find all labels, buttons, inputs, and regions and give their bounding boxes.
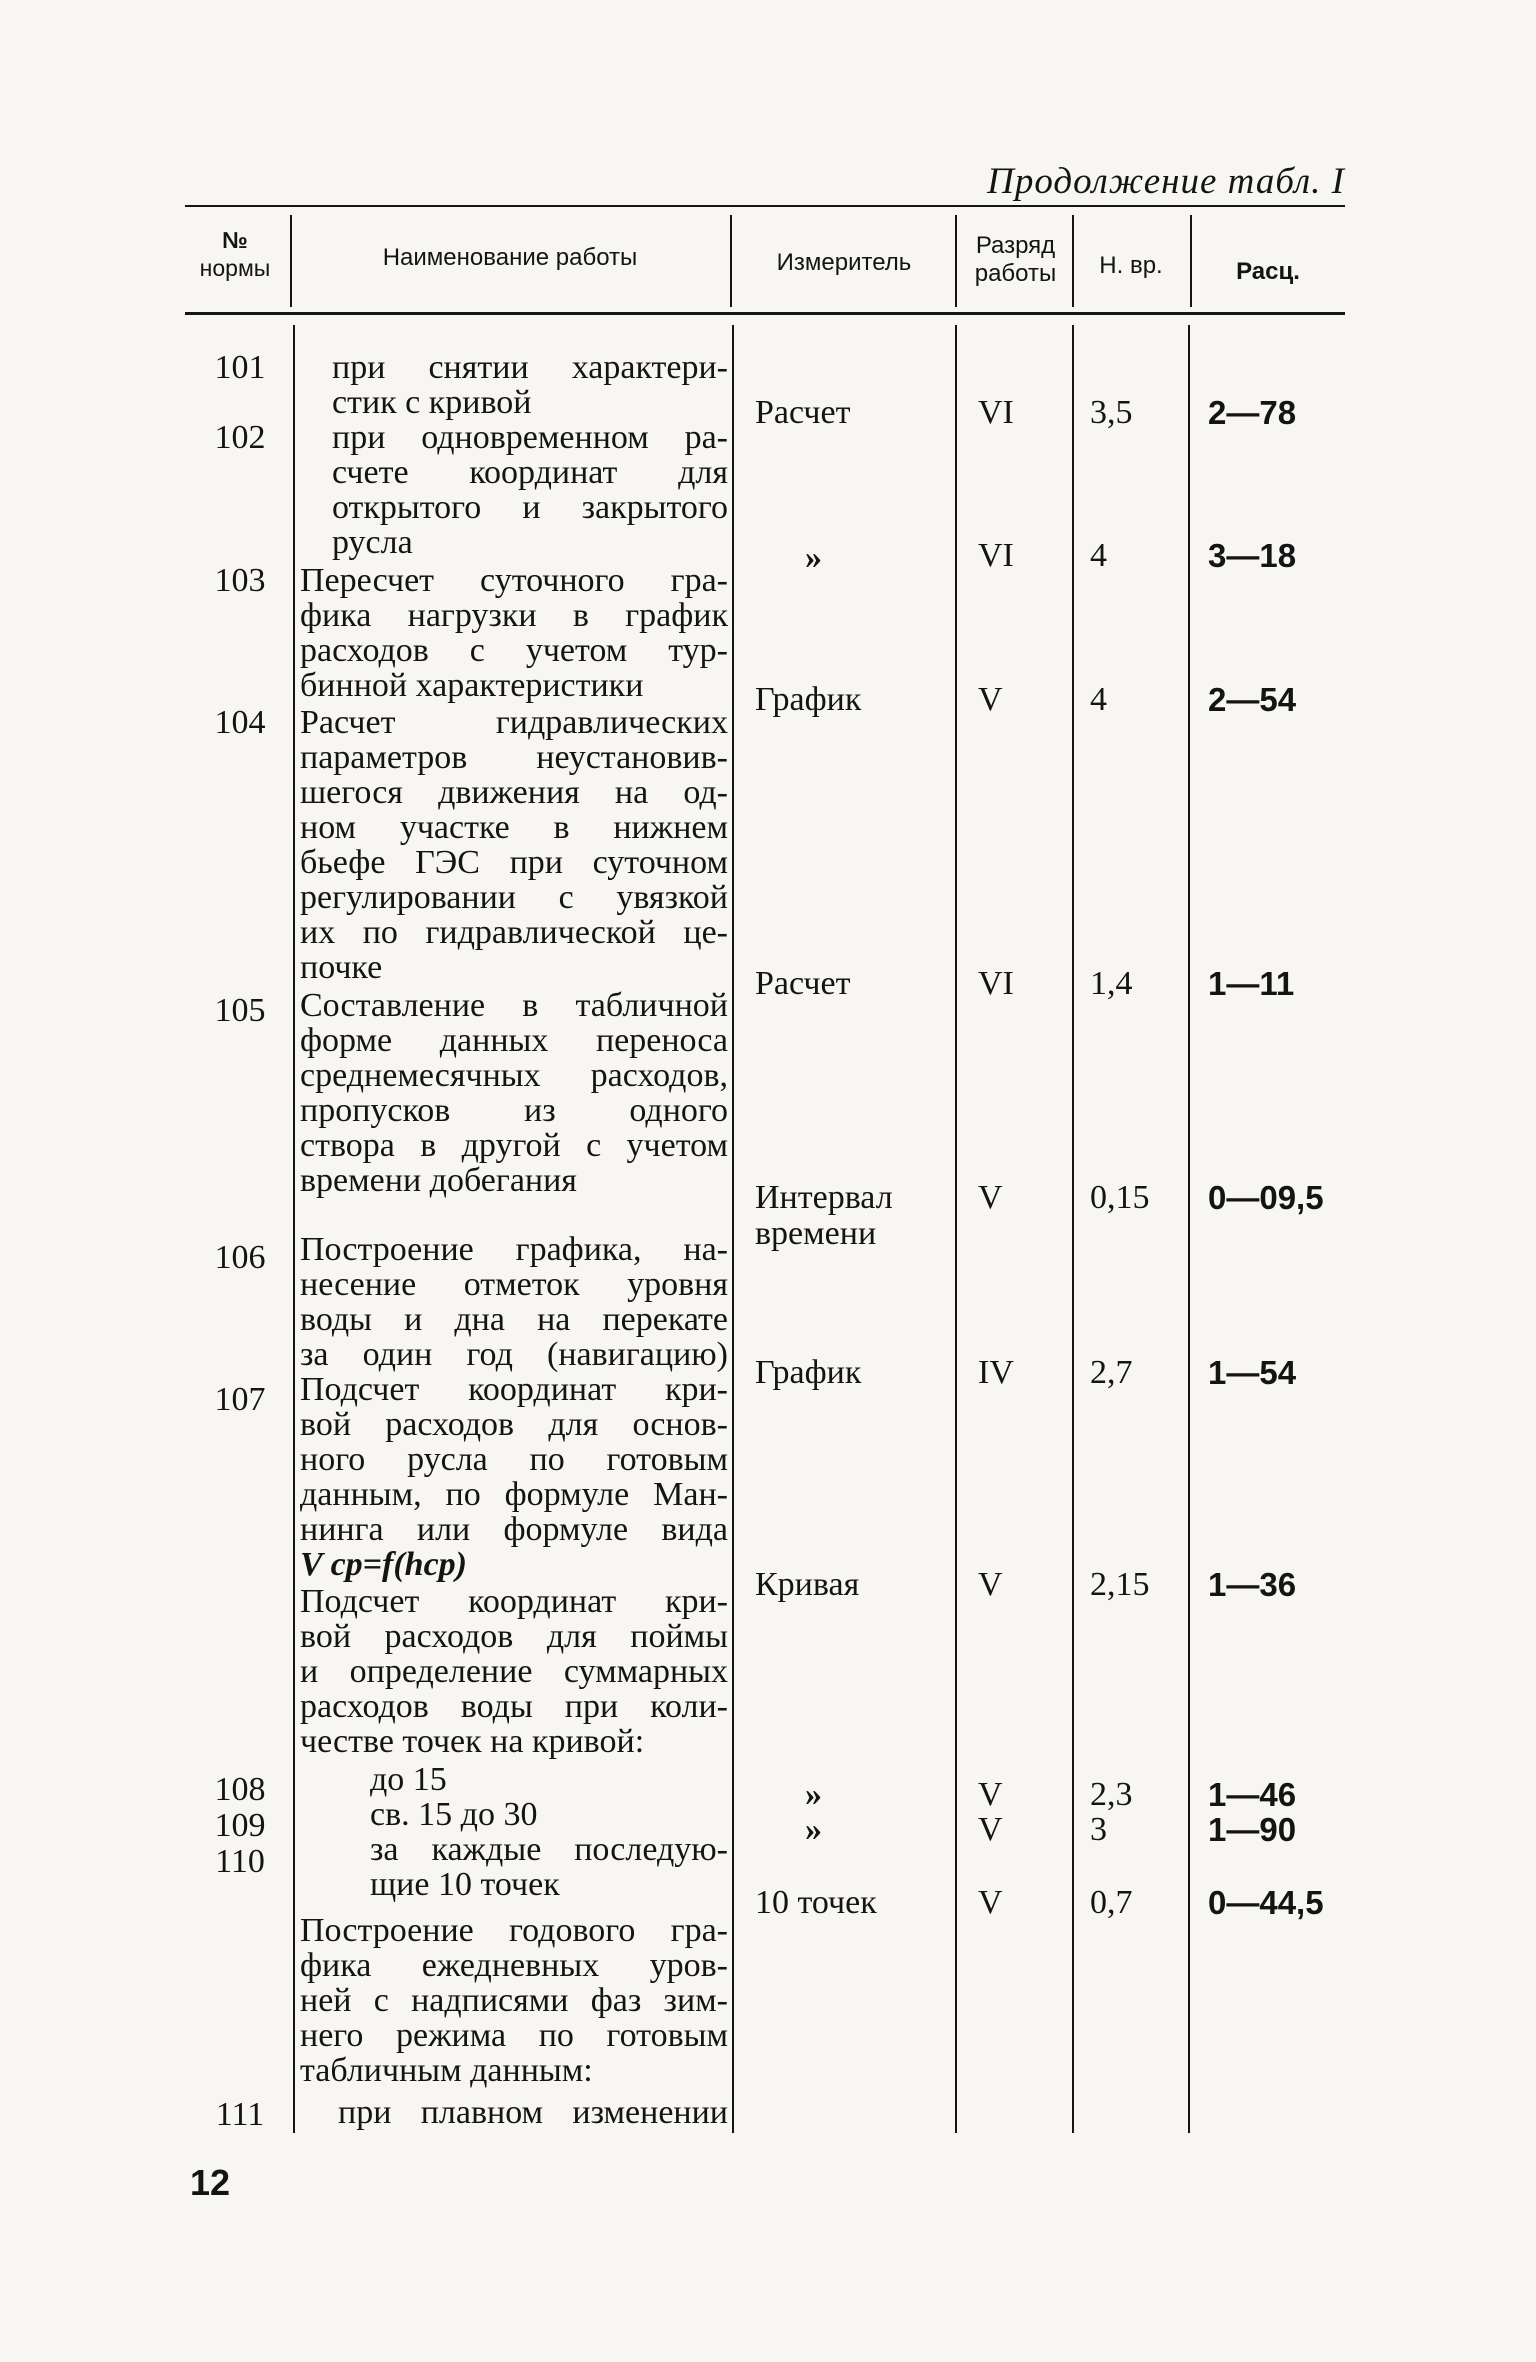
- description-line: Составление в табличной: [300, 987, 728, 1024]
- description-110: [300, 1832, 728, 1902]
- description-103: [300, 563, 728, 703]
- description-line: расходов воды при коли-: [300, 1688, 728, 1725]
- description-line: фика ежедневных уров-: [300, 1947, 728, 1984]
- description-line: форме данных переноса: [300, 1022, 728, 1059]
- description-line: при плавном изменении: [338, 2094, 728, 2131]
- body-divider-5: [1188, 325, 1190, 2133]
- row-number-101: 101: [214, 349, 266, 386]
- header-divider-5: [1190, 215, 1192, 307]
- unit-107: Кривая: [755, 1566, 860, 1603]
- description-line: Подсчет координат кри-: [300, 1583, 728, 1620]
- description-line: щие 10 точек: [370, 1866, 560, 1903]
- description-line: при одновременном ра-: [332, 419, 728, 456]
- grade-104: VI: [978, 965, 1014, 1002]
- header-grade: [958, 232, 1073, 288]
- unit-105: [755, 1180, 893, 1252]
- row-number-104: 104: [214, 704, 266, 741]
- body-divider-4: [1072, 325, 1074, 2133]
- description-line: Расчет гидравлических: [300, 704, 728, 741]
- description-line: пропусков из одного: [300, 1092, 728, 1129]
- body-divider-3: [955, 325, 957, 2133]
- description-108: [300, 1762, 728, 1797]
- rate-103: 2—54: [1208, 681, 1297, 718]
- norm-107: 2,15: [1090, 1566, 1150, 1603]
- description-line: данным, по формуле Ман-: [300, 1476, 728, 1513]
- description-line: счете координат для: [332, 454, 728, 491]
- row-number-106: 106: [214, 1239, 266, 1276]
- description-line: ном участке в нижнем: [300, 809, 728, 846]
- description-formula: V ср=f(hср): [300, 1546, 467, 1583]
- description-line: за каждые последую-: [370, 1831, 728, 1868]
- description-line: при снятии характери-: [332, 349, 728, 386]
- row-number-107: 107: [214, 1381, 266, 1418]
- table-continuation-caption: Продолжение табл. I: [987, 161, 1345, 202]
- description-line: ней с надписями фаз зим-: [300, 1982, 728, 2019]
- row-number-102: 102: [214, 419, 266, 456]
- description-line: шегося движения на од-: [300, 774, 728, 811]
- description-line: русла: [332, 524, 413, 561]
- norm-103: 4: [1090, 681, 1107, 718]
- rate-104: 1—11: [1208, 965, 1295, 1002]
- grade-106: IV: [978, 1354, 1014, 1391]
- unit-105-line-1: Интервал: [755, 1179, 893, 1216]
- rate-110: 0—44,5: [1208, 1884, 1324, 1921]
- description-line: и определение суммарных: [300, 1653, 728, 1690]
- description-line: него режима по готовым: [300, 2017, 728, 2054]
- description-floodplain: [300, 1584, 728, 1759]
- row-number-108: 108: [214, 1771, 266, 1808]
- description-111: [300, 2095, 728, 2130]
- header-norm-time: Н. вр.: [1099, 252, 1163, 279]
- rate-106: 1—54: [1208, 1354, 1297, 1391]
- description-line: фика нагрузки в график: [300, 597, 728, 634]
- header-grade-line-2: работы: [974, 260, 1057, 287]
- description-101: [300, 350, 728, 420]
- description-line: за один год (навигацию): [300, 1336, 728, 1373]
- row-number-103: 103: [214, 562, 266, 599]
- header-unit: Измеритель: [776, 249, 912, 276]
- grade-102: VI: [978, 537, 1014, 574]
- grade-103: V: [978, 681, 1003, 718]
- description-line: вой расходов для основ-: [300, 1406, 728, 1443]
- grade-107: V: [978, 1566, 1003, 1603]
- row-number-111: 111: [215, 2096, 265, 2133]
- description-line: створа в другой с учетом: [300, 1127, 728, 1164]
- rate-105: 0—09,5: [1208, 1179, 1324, 1216]
- rate-101: 2—78: [1208, 394, 1297, 431]
- norm-109: 3: [1090, 1811, 1107, 1848]
- description-line: бьефе ГЭС при суточном: [300, 844, 728, 881]
- description-line: Построение годового гра-: [300, 1912, 728, 1949]
- description-102: [300, 420, 728, 560]
- unit-108: »: [805, 1776, 822, 1813]
- header-number-label: нормы: [199, 255, 271, 281]
- norm-104: 1,4: [1090, 965, 1133, 1002]
- norm-110: 0,7: [1090, 1884, 1133, 1921]
- header-divider-3: [955, 215, 957, 307]
- header-divider-2: [730, 215, 732, 307]
- header-grade-line-1: Разряд: [975, 232, 1056, 259]
- norm-101: 3,5: [1090, 394, 1133, 431]
- header-number: [185, 226, 285, 282]
- unit-105-line-2: времени: [755, 1215, 877, 1252]
- description-line: св. 15 до 30: [370, 1796, 538, 1833]
- header-bottom-rule: [185, 312, 1345, 315]
- description-line: табличным данным:: [300, 2052, 593, 2089]
- description-106: [300, 1232, 728, 1372]
- description-yearly-graph: [300, 1913, 728, 2088]
- unit-110: 10 точек: [755, 1884, 877, 1921]
- description-line: регулировании с увязкой: [300, 879, 728, 916]
- description-line: нинга или формуле вида: [300, 1511, 728, 1548]
- grade-108: V: [978, 1776, 1003, 1813]
- header-divider-1: [290, 215, 292, 307]
- grade-110: V: [978, 1884, 1003, 1921]
- grade-105: V: [978, 1179, 1003, 1216]
- description-line: Построение графика, на-: [300, 1231, 728, 1268]
- description-line: бинной характеристики: [300, 667, 644, 704]
- norm-106: 2,7: [1090, 1354, 1133, 1391]
- rate-108: 1—46: [1208, 1776, 1297, 1813]
- body-divider-1: [293, 325, 295, 2133]
- description-line: их по гидравлической це-: [300, 914, 728, 951]
- rate-109: 1—90: [1208, 1811, 1297, 1848]
- description-105: [300, 988, 728, 1198]
- header-rate: Расц.: [1236, 258, 1300, 285]
- grade-109: V: [978, 1811, 1003, 1848]
- description-line: расходов с учетом тур-: [300, 632, 728, 669]
- unit-109: »: [805, 1811, 822, 1848]
- unit-101: Расчет: [755, 394, 851, 431]
- unit-103: График: [755, 681, 862, 718]
- norm-105: 0,15: [1090, 1179, 1150, 1216]
- description-107: [300, 1372, 728, 1582]
- description-line: открытого и закрытого: [332, 489, 728, 526]
- grade-101: VI: [978, 394, 1014, 431]
- description-line: Подсчет координат кри-: [300, 1371, 728, 1408]
- norm-102: 4: [1090, 537, 1107, 574]
- unit-106: График: [755, 1354, 862, 1391]
- description-line: среднемесячных расходов,: [300, 1057, 728, 1094]
- description-line: стик с кривой: [332, 384, 532, 421]
- description-109: [300, 1797, 728, 1832]
- description-line: честве точек на кривой:: [300, 1723, 645, 1760]
- description-line: Пересчет суточного гра-: [300, 562, 728, 599]
- description-104: [300, 705, 728, 985]
- table-top-rule: [185, 205, 1345, 207]
- description-line: вой расходов для поймы: [300, 1618, 728, 1655]
- description-line: ного русла по готовым: [300, 1441, 728, 1478]
- description-line: несение отметок уровня: [300, 1266, 728, 1303]
- row-number-105: 105: [214, 992, 266, 1029]
- description-line: почке: [300, 949, 383, 986]
- description-line: времени добегания: [300, 1162, 577, 1199]
- description-line: воды и дна на перекате: [300, 1301, 728, 1338]
- unit-102: »: [805, 539, 822, 576]
- header-name: Наименование работы: [382, 244, 638, 271]
- header-number-sign: №: [222, 227, 248, 253]
- unit-104: Расчет: [755, 965, 851, 1002]
- description-line: до 15: [370, 1761, 447, 1798]
- description-line: параметров неустановив-: [300, 739, 728, 776]
- rate-102: 3—18: [1208, 537, 1297, 574]
- rate-107: 1—36: [1208, 1566, 1297, 1603]
- row-number-109: 109: [214, 1807, 266, 1844]
- page-number: 12: [190, 2162, 231, 2203]
- norm-108: 2,3: [1090, 1776, 1133, 1813]
- row-number-110: 110: [215, 1843, 265, 1880]
- body-divider-2: [732, 325, 734, 2133]
